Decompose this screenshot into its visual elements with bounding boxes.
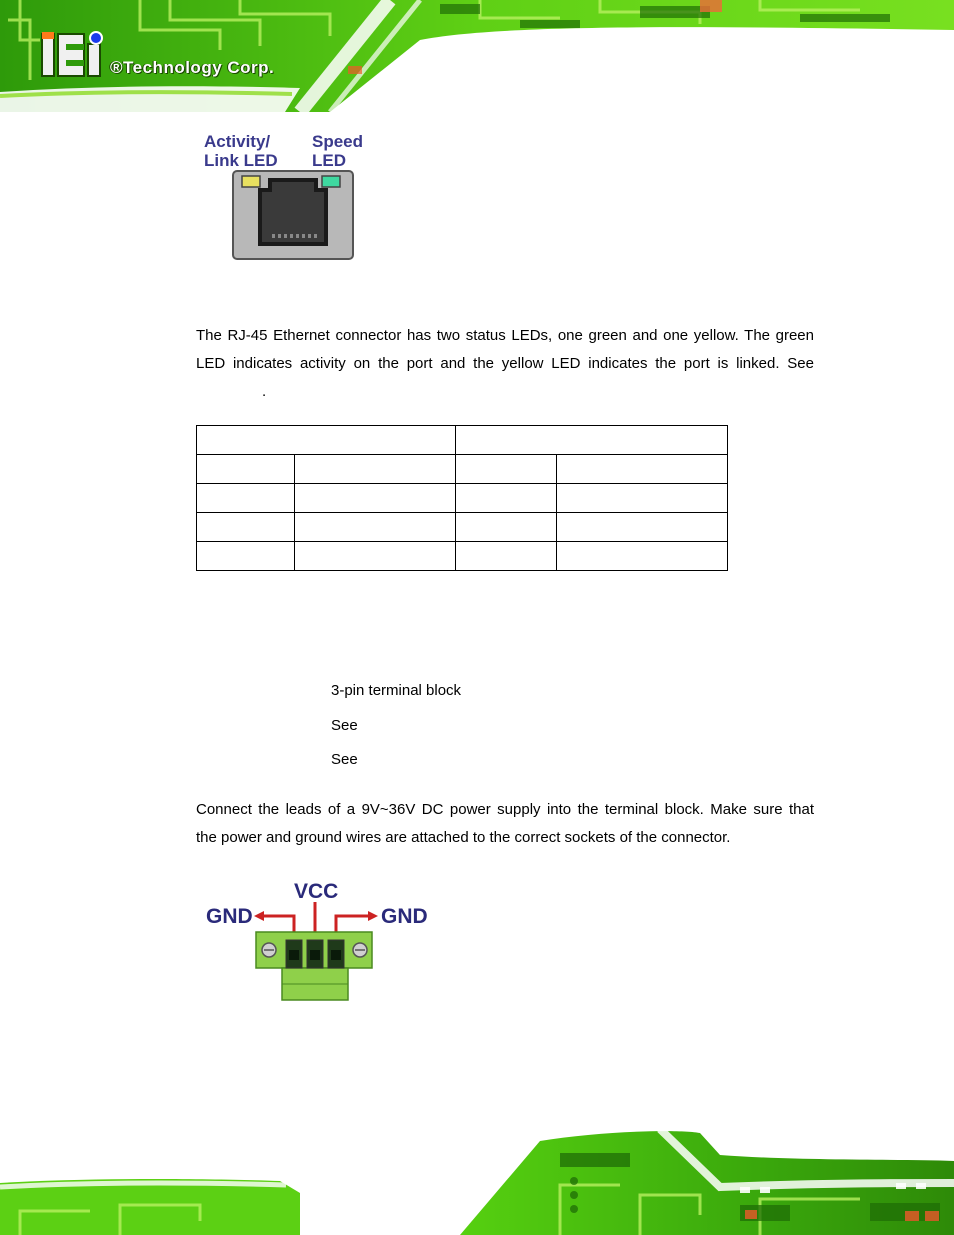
table-cell	[557, 513, 728, 542]
table-cell	[197, 542, 295, 571]
table-header-cell	[456, 426, 728, 455]
speed-label-line2: LED	[312, 151, 346, 170]
speed-label-line1: Speed	[312, 132, 364, 151]
rj45-connector-figure	[204, 132, 374, 262]
power-text-line2: the power and ground wires are attached to the correct sockets of the connector.	[196, 829, 731, 846]
table-cell	[456, 455, 557, 484]
speed-led-label	[312, 132, 363, 170]
page-footer	[0, 1125, 954, 1235]
power-description	[196, 796, 814, 852]
power-spec-see-2: See	[331, 751, 358, 768]
rj45-text-line1: The RJ-45 Ethernet connector has two status LEDs, one green and one yellow. The green	[196, 327, 814, 344]
table-cell	[197, 455, 295, 484]
table-cell	[295, 513, 456, 542]
table-header-row	[197, 426, 728, 455]
table-cell	[295, 455, 456, 484]
speed-led-icon	[322, 176, 340, 187]
company-logo-text: ®Technology Corp.	[110, 58, 275, 77]
table-cell	[197, 484, 295, 513]
gnd-left-label: GND	[206, 905, 253, 928]
vcc-label: VCC	[294, 880, 339, 903]
table-cell	[456, 542, 557, 571]
power-spec-see-1: See	[331, 717, 358, 734]
table-row	[197, 455, 728, 484]
table-header-cell	[197, 426, 456, 455]
table-row	[197, 542, 728, 571]
rj45-text-line3: .	[262, 383, 267, 400]
table-cell	[557, 542, 728, 571]
table-cell	[456, 484, 557, 513]
rj45-text-line2: LED indicates activity on the port and the yellow LED indicates the port is linked. See	[196, 355, 814, 372]
table-cell	[456, 513, 557, 542]
rj45-led-description	[196, 322, 814, 406]
page-header	[0, 0, 954, 112]
pcb-header-graphic	[0, 0, 954, 112]
connector-type-value: 3-pin terminal block	[331, 682, 462, 699]
activity-link-led-label	[204, 132, 278, 170]
rj45-port-icon	[232, 170, 354, 260]
table-row	[197, 484, 728, 513]
activity-label-line2: Link LED	[204, 151, 278, 170]
rj45-led-table	[196, 425, 728, 571]
table-cell	[557, 484, 728, 513]
pcb-footer-graphic	[0, 1125, 954, 1235]
gnd-right-label: GND	[381, 905, 428, 928]
table-cell	[295, 542, 456, 571]
table-cell	[295, 484, 456, 513]
iei-logo-icon	[42, 32, 102, 76]
activity-label-line1: Activity/	[204, 132, 271, 151]
table-cell	[197, 513, 295, 542]
table-row	[197, 513, 728, 542]
terminal-block-figure	[204, 880, 434, 1005]
power-text-line1: Connect the leads of a 9V~36V DC power supply into the terminal block. Make sure that	[196, 801, 814, 818]
table-cell	[557, 455, 728, 484]
terminal-block-icon	[204, 880, 434, 1005]
activity-led-icon	[242, 176, 260, 187]
